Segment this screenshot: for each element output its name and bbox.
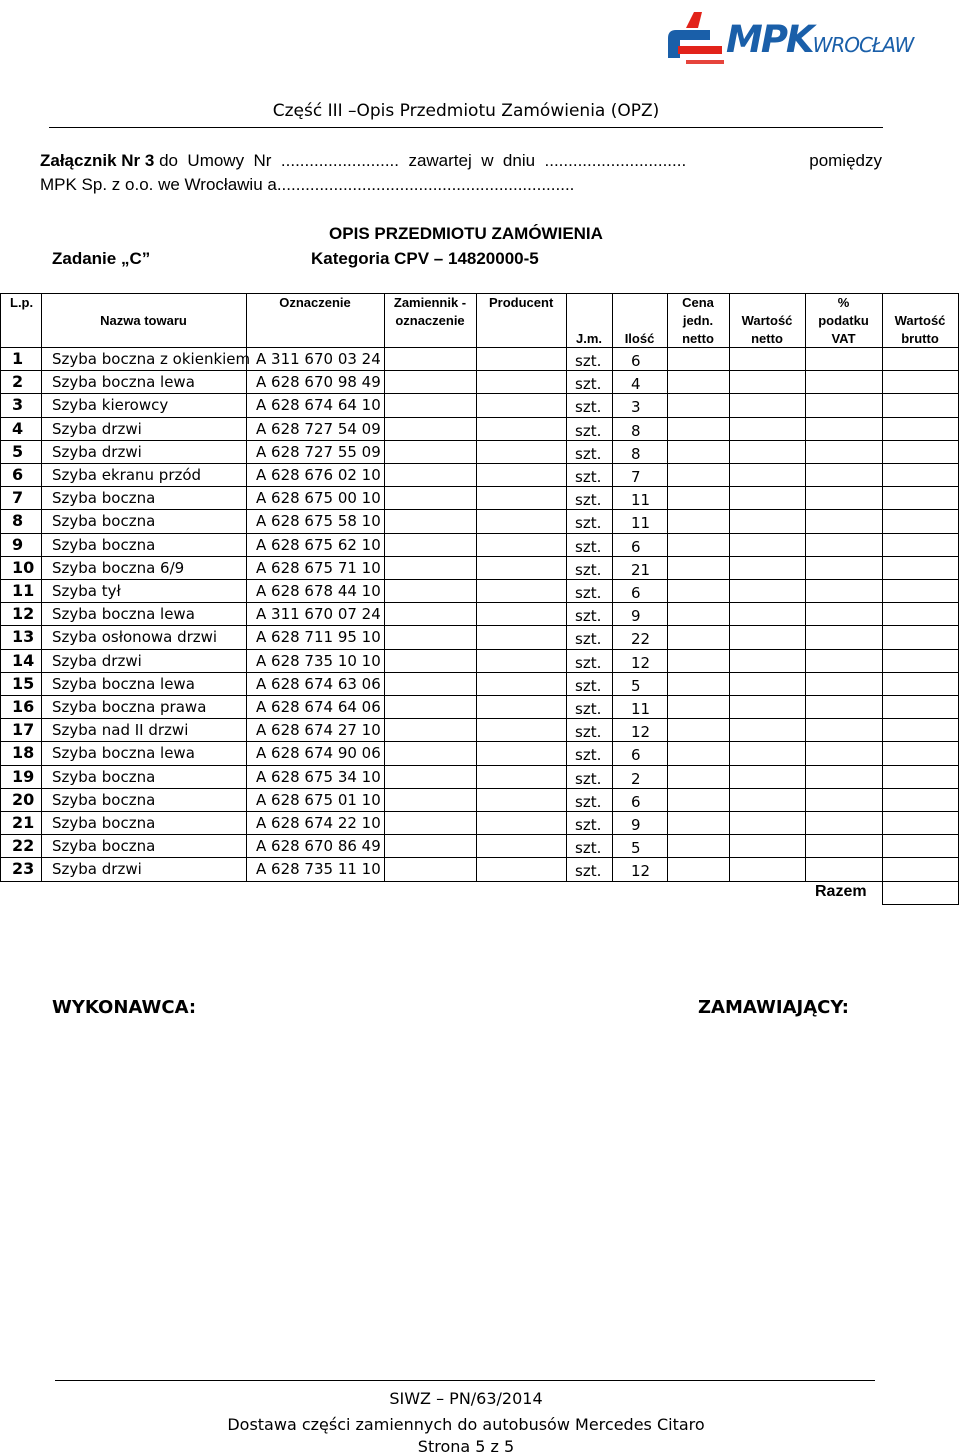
cell-lp: 21 bbox=[12, 813, 35, 832]
footer-subject: Dostawa części zamiennych do autobusów Mercedes Citaro bbox=[227, 1415, 705, 1434]
table-row bbox=[0, 605, 958, 623]
cell-name: Szyba boczna bbox=[52, 512, 156, 530]
cell-lp: 10 bbox=[12, 558, 35, 577]
col-header-replacement-text: Zamiennik - bbox=[393, 295, 467, 310]
table-row bbox=[0, 768, 958, 786]
cell-qty: 11 bbox=[631, 491, 651, 509]
cell-code: A 628 670 86 49 bbox=[256, 837, 381, 855]
logo-brand: MPK bbox=[726, 18, 813, 61]
cell-name: Szyba kierowcy bbox=[52, 396, 169, 414]
table-row-divider bbox=[0, 393, 959, 394]
cell-unit: szt. bbox=[575, 538, 602, 556]
cell-unit: szt. bbox=[575, 468, 602, 486]
cell-name: Szyba boczna bbox=[52, 489, 156, 507]
cell-code: A 628 674 64 06 bbox=[256, 698, 381, 716]
cell-qty: 6 bbox=[631, 793, 641, 811]
table-row bbox=[0, 536, 958, 554]
cell-name: Szyba boczna lewa bbox=[52, 605, 195, 623]
cell-qty: 9 bbox=[631, 607, 641, 625]
cell-code: A 628 670 98 49 bbox=[256, 373, 381, 391]
total-label: Razem bbox=[815, 883, 867, 900]
cell-name: Szyba boczna bbox=[52, 814, 156, 832]
cell-lp: 1 bbox=[12, 349, 24, 368]
cell-unit: szt. bbox=[575, 770, 602, 788]
cell-unit: szt. bbox=[575, 816, 602, 834]
table-row bbox=[0, 373, 958, 391]
cell-unit: szt. bbox=[575, 839, 602, 857]
cell-unit: szt. bbox=[575, 723, 602, 741]
cell-name: Szyba drzwi bbox=[52, 652, 142, 670]
table-row bbox=[0, 744, 958, 762]
table-row-divider bbox=[0, 602, 959, 603]
total-box-border bbox=[882, 904, 959, 905]
table-row-divider bbox=[0, 811, 959, 812]
cell-name: Szyba tył bbox=[52, 582, 121, 600]
table-row bbox=[0, 698, 958, 716]
cell-code: A 628 674 22 10 bbox=[256, 814, 381, 832]
cell-qty: 2 bbox=[631, 770, 641, 788]
cell-qty: 8 bbox=[631, 422, 641, 440]
cell-lp: 11 bbox=[12, 581, 35, 600]
table-row-divider bbox=[0, 672, 959, 673]
cell-code: A 628 674 90 06 bbox=[256, 744, 381, 762]
col-header-gross-value-text: brutto bbox=[901, 331, 939, 346]
cell-name: Szyba ekranu przód bbox=[52, 466, 202, 484]
cell-lp: 17 bbox=[12, 720, 35, 739]
cell-name: Szyba drzwi bbox=[52, 443, 142, 461]
cell-name: Szyba boczna 6/9 bbox=[52, 559, 185, 577]
cell-lp: 9 bbox=[12, 535, 24, 554]
cell-name: Szyba boczna bbox=[52, 536, 156, 554]
table-row-divider bbox=[0, 834, 959, 835]
table-row-divider bbox=[0, 417, 959, 418]
cell-unit: szt. bbox=[575, 584, 602, 602]
cell-unit: szt. bbox=[575, 514, 602, 532]
table-row bbox=[0, 791, 958, 809]
table-row bbox=[0, 721, 958, 739]
cell-code: A 628 675 62 10 bbox=[256, 536, 381, 554]
table-row bbox=[0, 652, 958, 670]
col-header-unit-price-text: netto bbox=[682, 331, 714, 346]
cell-unit: szt. bbox=[575, 630, 602, 648]
col-header-lp bbox=[10, 294, 49, 312]
cell-unit: szt. bbox=[575, 422, 602, 440]
cell-qty: 9 bbox=[631, 816, 641, 834]
cell-code: A 628 675 00 10 bbox=[256, 489, 381, 507]
col-header-code-text: Oznaczenie bbox=[279, 295, 351, 310]
cell-unit: szt. bbox=[575, 445, 602, 463]
table-row bbox=[0, 420, 958, 438]
cell-unit: szt. bbox=[575, 700, 602, 718]
cell-unit: szt. bbox=[575, 352, 602, 370]
cell-lp: 19 bbox=[12, 767, 35, 786]
cell-lp: 18 bbox=[12, 743, 35, 762]
col-header-name-text: Nazwa towaru bbox=[100, 313, 187, 328]
table-row bbox=[0, 466, 958, 484]
cell-unit: szt. bbox=[575, 677, 602, 695]
cell-code: A 628 735 10 10 bbox=[256, 652, 381, 670]
footer-reference: SIWZ – PN/63/2014 bbox=[389, 1389, 543, 1408]
footer-divider bbox=[55, 1380, 875, 1381]
cell-name: Szyba boczna z okienkiem bbox=[52, 350, 251, 368]
cell-lp: 7 bbox=[12, 488, 24, 507]
cell-code: A 628 727 54 09 bbox=[256, 420, 381, 438]
table-row bbox=[0, 628, 958, 646]
logo-city: WROCŁAW bbox=[812, 33, 914, 57]
cell-qty: 12 bbox=[631, 723, 651, 741]
col-header-unit-text: J.m. bbox=[575, 331, 602, 346]
table-row-divider bbox=[0, 463, 959, 464]
table-row bbox=[0, 512, 958, 530]
table-row bbox=[0, 814, 958, 832]
cell-lp: 8 bbox=[12, 511, 24, 530]
table-row-divider bbox=[0, 370, 959, 371]
cell-lp: 12 bbox=[12, 604, 35, 623]
table-row-divider bbox=[0, 881, 959, 882]
cell-qty: 6 bbox=[631, 538, 641, 556]
col-header-unit-price-text: Cena bbox=[682, 295, 714, 310]
col-header-net-value bbox=[729, 312, 805, 348]
cell-name: Szyba boczna lewa bbox=[52, 744, 195, 762]
cell-code: A 311 670 07 24 bbox=[256, 605, 381, 623]
table-row-divider bbox=[0, 440, 959, 441]
table-row bbox=[0, 489, 958, 507]
col-header-replacement bbox=[384, 294, 476, 330]
col-header-unit-price-text: jedn. bbox=[682, 313, 714, 328]
cell-lp: 22 bbox=[12, 836, 35, 855]
cell-qty: 6 bbox=[631, 584, 641, 602]
page-header-title: Część III –Opis Przedmiotu Zamówienia (OPZ) bbox=[272, 101, 660, 121]
table-column-divider bbox=[958, 293, 959, 905]
cell-code: A 628 727 55 09 bbox=[256, 443, 381, 461]
col-header-producer bbox=[489, 294, 586, 312]
cell-lp: 4 bbox=[12, 419, 24, 438]
cell-lp: 15 bbox=[12, 674, 35, 693]
col-header-vat bbox=[805, 294, 882, 348]
col-header-name bbox=[41, 312, 246, 330]
table-row bbox=[0, 443, 958, 461]
document-title: OPIS PRZEDMIOTU ZAMÓWIENIA bbox=[329, 224, 603, 243]
cell-name: Szyba boczna lewa bbox=[52, 373, 195, 391]
table-row-divider bbox=[0, 579, 959, 580]
cell-unit: szt. bbox=[575, 654, 602, 672]
col-header-qty-text: Ilość bbox=[624, 331, 655, 346]
contractor-signature-label: WYKONAWCA: bbox=[52, 997, 197, 1018]
cell-code: A 628 674 64 10 bbox=[256, 396, 381, 414]
cell-name: Szyba boczna bbox=[52, 837, 156, 855]
col-header-lp-text: L.p. bbox=[10, 295, 34, 310]
col-header-net-value-text: netto bbox=[751, 331, 783, 346]
cell-lp: 3 bbox=[12, 395, 24, 414]
table-row-divider bbox=[0, 486, 959, 487]
cell-code: A 628 674 63 06 bbox=[256, 675, 381, 693]
table-row bbox=[0, 837, 958, 855]
col-header-code bbox=[246, 294, 384, 312]
col-header-gross-value-text: Wartość bbox=[894, 313, 946, 328]
cell-lp: 16 bbox=[12, 697, 35, 716]
cell-unit: szt. bbox=[575, 746, 602, 764]
cell-lp: 14 bbox=[12, 651, 35, 670]
col-header-gross-value bbox=[882, 312, 958, 348]
cell-unit: szt. bbox=[575, 375, 602, 393]
cell-code: A 628 678 44 10 bbox=[256, 582, 381, 600]
intro-line-1 bbox=[40, 151, 882, 171]
task-label: Zadanie „C” bbox=[52, 249, 151, 268]
cell-unit: szt. bbox=[575, 607, 602, 625]
cell-lp: 23 bbox=[12, 859, 35, 878]
col-header-qty bbox=[612, 330, 667, 348]
cell-qty: 12 bbox=[631, 654, 651, 672]
table-row bbox=[0, 675, 958, 693]
cell-code: A 628 675 71 10 bbox=[256, 559, 381, 577]
cell-name: Szyba nad II drzwi bbox=[52, 721, 189, 739]
table-row-divider bbox=[0, 788, 959, 789]
cell-unit: szt. bbox=[575, 862, 602, 880]
cell-unit: szt. bbox=[575, 398, 602, 416]
cpv-category: Kategoria CPV – 14820000-5 bbox=[311, 249, 539, 268]
cell-lp: 13 bbox=[12, 627, 35, 646]
col-header-unit bbox=[566, 330, 612, 348]
col-header-replacement-text: oznaczenie bbox=[395, 313, 465, 328]
cell-qty: 11 bbox=[631, 700, 651, 718]
cell-qty: 21 bbox=[631, 561, 651, 579]
cell-unit: szt. bbox=[575, 793, 602, 811]
cell-code: A 628 675 01 10 bbox=[256, 791, 381, 809]
cell-name: Szyba osłonowa drzwi bbox=[52, 628, 218, 646]
col-header-producer-text: Producent bbox=[489, 295, 554, 310]
table-row bbox=[0, 860, 958, 878]
cell-qty: 6 bbox=[631, 352, 641, 370]
logo-wordmark bbox=[726, 18, 913, 61]
cell-name: Szyba boczna bbox=[52, 791, 156, 809]
cell-name: Szyba boczna bbox=[52, 768, 156, 786]
cell-lp: 6 bbox=[12, 465, 24, 484]
cell-code: A 628 711 95 10 bbox=[256, 628, 381, 646]
cell-code: A 628 676 02 10 bbox=[256, 466, 381, 484]
cell-qty: 22 bbox=[631, 630, 651, 648]
table-row-divider bbox=[0, 718, 959, 719]
cell-qty: 6 bbox=[631, 746, 641, 764]
table-row bbox=[0, 559, 958, 577]
col-header-net-value-text: Wartość bbox=[741, 313, 793, 328]
table-row bbox=[0, 396, 958, 414]
orderer-signature-label: ZAMAWIAJĄCY: bbox=[698, 997, 850, 1018]
col-header-unit-price bbox=[667, 294, 729, 348]
header-divider bbox=[49, 127, 883, 128]
cell-unit: szt. bbox=[575, 491, 602, 509]
cell-qty: 8 bbox=[631, 445, 641, 463]
table-row-divider bbox=[0, 649, 959, 650]
cell-qty: 11 bbox=[631, 514, 651, 532]
col-header-vat-text: % bbox=[837, 295, 850, 310]
cell-qty: 4 bbox=[631, 375, 641, 393]
cell-code: A 628 735 11 10 bbox=[256, 860, 381, 878]
table-row-divider bbox=[0, 741, 959, 742]
table-row bbox=[0, 350, 958, 368]
cell-code: A 628 674 27 10 bbox=[256, 721, 381, 739]
cell-qty: 3 bbox=[631, 398, 641, 416]
intro-text-b: pomiędzy bbox=[809, 151, 882, 170]
cell-name: Szyba drzwi bbox=[52, 860, 142, 878]
table-row-divider bbox=[0, 857, 959, 858]
cell-qty: 5 bbox=[631, 839, 641, 857]
table-row-divider bbox=[0, 509, 959, 510]
cell-name: Szyba boczna lewa bbox=[52, 675, 195, 693]
cell-lp: 5 bbox=[12, 442, 24, 461]
table-row-divider bbox=[0, 625, 959, 626]
col-header-vat-text: VAT bbox=[831, 331, 856, 346]
cell-lp: 20 bbox=[12, 790, 35, 809]
annex-label: Załącznik Nr 3 bbox=[40, 151, 155, 170]
table-row-divider bbox=[0, 533, 959, 534]
cell-name: Szyba boczna prawa bbox=[52, 698, 207, 716]
footer-page-number: Strona 5 z 5 bbox=[417, 1437, 515, 1456]
cell-code: A 628 675 34 10 bbox=[256, 768, 381, 786]
table-row-divider bbox=[0, 765, 959, 766]
cell-qty: 5 bbox=[631, 677, 641, 695]
cell-code: A 311 670 03 24 bbox=[256, 350, 381, 368]
cell-name: Szyba drzwi bbox=[52, 420, 142, 438]
cell-code: A 628 675 58 10 bbox=[256, 512, 381, 530]
cell-lp: 2 bbox=[12, 372, 24, 391]
cell-qty: 12 bbox=[631, 862, 651, 880]
table-row-divider bbox=[0, 695, 959, 696]
cell-qty: 7 bbox=[631, 468, 641, 486]
col-header-vat-text: podatku bbox=[818, 313, 869, 328]
table-row bbox=[0, 582, 958, 600]
intro-line-2: MPK Sp. z o.o. we Wrocławiu a............................................................... bbox=[40, 175, 575, 194]
table-row-divider bbox=[0, 556, 959, 557]
cell-unit: szt. bbox=[575, 561, 602, 579]
intro-text-a: do Umowy Nr ......................... zawartej w dniu .............................. bbox=[159, 151, 687, 170]
